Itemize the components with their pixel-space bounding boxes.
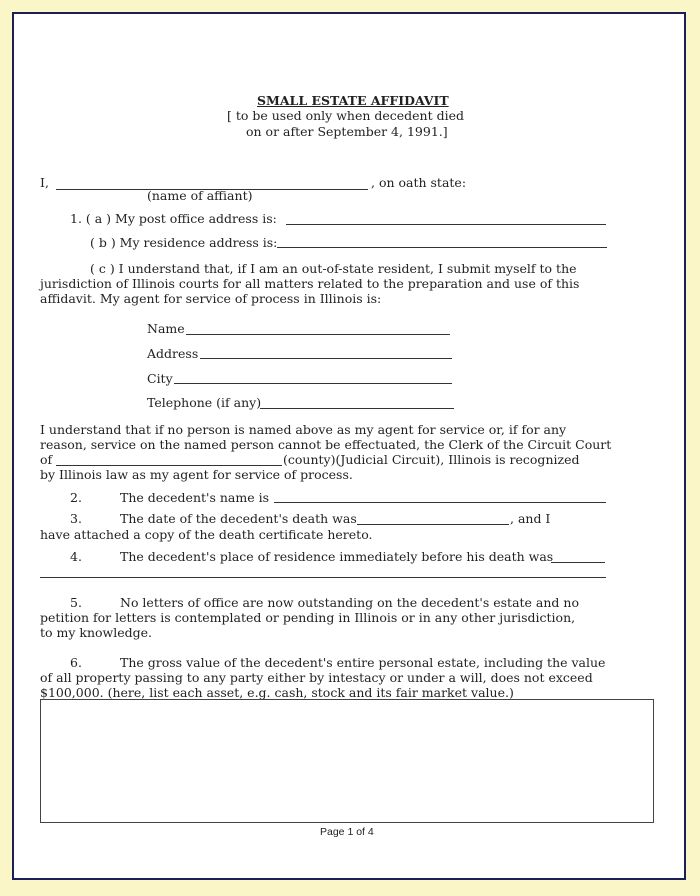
agent-telephone-label: Telephone (if any) bbox=[147, 395, 262, 410]
decedent-name-label: The decedent's name is bbox=[120, 490, 269, 505]
subtitle-line-1: [ to be used only when decedent died bbox=[227, 108, 465, 123]
death-date-label: The date of the decedent's death was bbox=[120, 511, 357, 526]
no-letters-line-2: petition for letters is contemplated or pending in Illinois or in any other jurisdiction, bbox=[40, 610, 576, 625]
death-date-suffix: , and I bbox=[510, 511, 551, 526]
item-2-number: 2. bbox=[70, 490, 82, 505]
page-frame bbox=[12, 12, 686, 880]
document-page bbox=[14, 14, 684, 878]
agent-telephone-field[interactable] bbox=[260, 408, 454, 409]
understand-line-2: reason, service on the named person cannot be effectuated, the Clerk of the Circuit Court bbox=[40, 437, 612, 452]
agent-city-field[interactable] bbox=[174, 383, 452, 384]
out-of-state-line-3: affidavit. My agent for service of process in Illinois is: bbox=[40, 291, 382, 306]
understand-line-3-prefix: of bbox=[40, 452, 53, 467]
county-field[interactable] bbox=[56, 465, 282, 466]
post-office-address-label: 1. ( a ) My post office address is: bbox=[70, 211, 277, 226]
no-letters-line-1: No letters of office are now outstanding on the decedent's estate and no bbox=[120, 595, 579, 610]
decedent-name-field[interactable] bbox=[274, 502, 606, 503]
affiant-prefix: I, bbox=[40, 175, 49, 190]
affiant-caption: (name of affiant) bbox=[147, 188, 253, 203]
item-4-number: 4. bbox=[70, 549, 82, 564]
residence-address-field[interactable] bbox=[277, 247, 607, 248]
death-date-field[interactable] bbox=[357, 524, 509, 525]
agent-name-label: Name bbox=[147, 321, 185, 336]
no-letters-line-3: to my knowledge. bbox=[40, 625, 153, 640]
asset-list-box[interactable] bbox=[40, 699, 654, 823]
agent-address-label: Address bbox=[147, 346, 199, 361]
agent-address-field[interactable] bbox=[200, 358, 452, 359]
residence-before-death-field-continued[interactable] bbox=[40, 577, 606, 578]
item-5-number: 5. bbox=[70, 595, 82, 610]
death-certificate-line: have attached a copy of the death certificate hereto. bbox=[40, 527, 373, 542]
residence-before-death-field[interactable] bbox=[551, 562, 605, 563]
affiant-suffix: , on oath state: bbox=[371, 175, 467, 190]
out-of-state-line-1: ( c ) I understand that, if I am an out-of-state resident, I submit myself to the bbox=[90, 261, 577, 276]
residence-address-label: ( b ) My residence address is: bbox=[90, 235, 278, 250]
item-3-number: 3. bbox=[70, 511, 82, 526]
gross-value-line-2: of all property passing to any party either by intestacy or under a will, does not exceed bbox=[40, 670, 593, 685]
agent-name-field[interactable] bbox=[186, 334, 450, 335]
residence-before-death-label: The decedent's place of residence immediately before his death was bbox=[120, 549, 554, 564]
understand-line-3-suffix: (county)(Judicial Circuit), Illinois is recognized bbox=[283, 452, 580, 467]
gross-value-line-1: The gross value of the decedent's entire personal estate, including the value bbox=[120, 655, 606, 670]
understand-line-1: I understand that if no person is named above as my agent for service or, if for any bbox=[40, 422, 567, 437]
item-6-number: 6. bbox=[70, 655, 82, 670]
document-title: SMALL ESTATE AFFIDAVIT bbox=[257, 93, 449, 108]
understand-line-4: by Illinois law as my agent for service of process. bbox=[40, 467, 353, 482]
page-number: Page 1 of 4 bbox=[320, 826, 374, 838]
gross-value-line-3: $100,000. (here, list each asset, e.g. cash, stock and its fair market value.) bbox=[40, 685, 514, 700]
out-of-state-line-2: jurisdiction of Illinois courts for all matters related to the preparation and use of this bbox=[40, 276, 580, 291]
agent-city-label: City bbox=[147, 371, 173, 386]
post-office-address-field[interactable] bbox=[286, 224, 606, 225]
subtitle-line-2: on or after September 4, 1991.] bbox=[246, 124, 448, 139]
